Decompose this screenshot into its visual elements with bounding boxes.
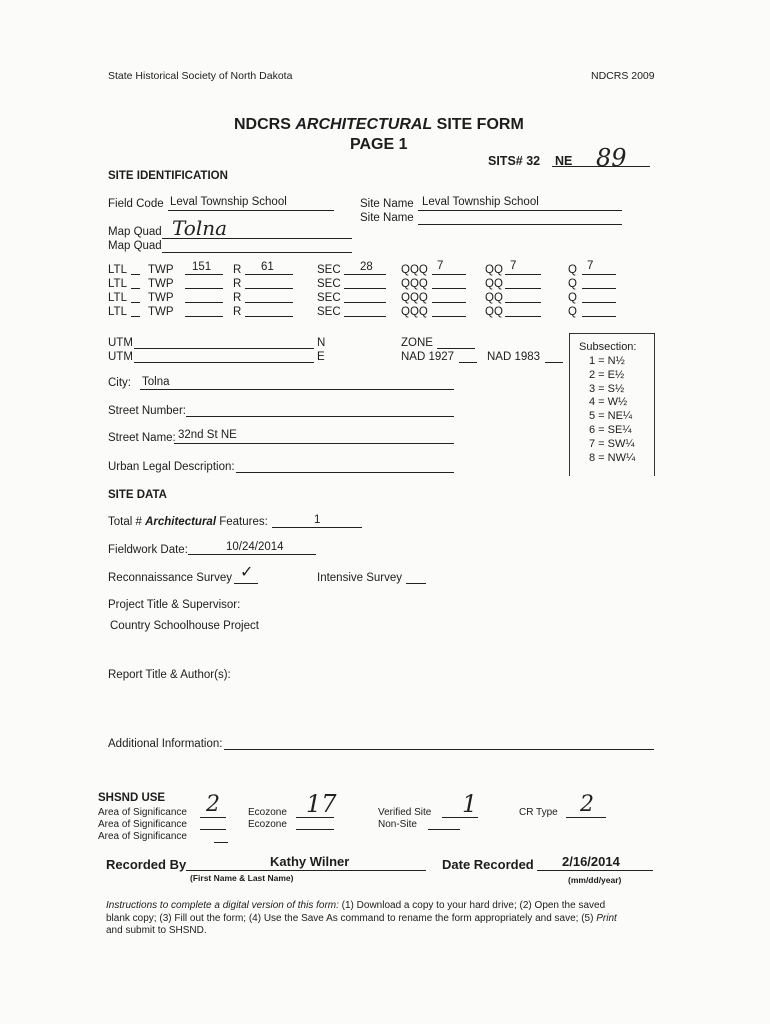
qq-line [505, 302, 541, 303]
sits-county: NE [555, 154, 573, 168]
qq-line [505, 316, 541, 317]
q-label: Q [568, 264, 577, 276]
subsection-list [589, 355, 635, 465]
city-line [140, 389, 454, 390]
ltl-line [131, 302, 140, 303]
qqq-label: QQQ [401, 278, 428, 290]
r-line [245, 316, 293, 317]
features-value: 1 [314, 514, 321, 526]
sec-label: SEC [317, 264, 341, 276]
additional-info-label: Additional Information: [108, 738, 223, 750]
street-name-line [174, 443, 454, 444]
ecozone-2-label: Ecozone [248, 819, 287, 830]
street-name-label: Street Name: [108, 432, 176, 444]
nad1927-label: NAD 1927 [401, 351, 455, 363]
nad1983-label: NAD 1983 [487, 351, 541, 363]
twp-line [185, 316, 223, 317]
q-line [582, 274, 616, 275]
subsection-item: 1 = N½ [589, 355, 625, 367]
ltl-line [131, 274, 140, 275]
sec-line [344, 316, 386, 317]
ltl-label: LTL [108, 306, 127, 318]
ecozone-1-label: Ecozone [248, 807, 287, 818]
sec-label: SEC [317, 306, 341, 318]
q-label: Q [568, 292, 577, 304]
shsnd-use-heading: SHSND USE [98, 792, 166, 804]
subsection-item: 6 = SE¼ [589, 423, 632, 436]
q-label: Q [568, 278, 577, 290]
field-code-value: Leval Township School [170, 196, 287, 208]
fieldwork-date-value: 10/24/2014 [226, 541, 284, 553]
site-name-label: Site Name [360, 198, 414, 210]
subsection-item: 5 = NE¼ [589, 410, 633, 423]
sits-number: 89 [596, 144, 627, 172]
header-form-version: NDCRS 2009 [591, 70, 655, 82]
ecozone-value: 17 [306, 790, 337, 818]
r-label: R [233, 278, 242, 290]
recorded-by-label: Recorded By [106, 857, 187, 872]
cr-type-label: CR Type [519, 807, 558, 818]
street-number-label: Street Number: [108, 405, 186, 417]
verified-site-label: Verified Site [378, 807, 432, 818]
qq-label: QQ [485, 292, 503, 304]
r-label: R [233, 264, 242, 276]
project-title-value: Country Schoolhouse Project [110, 620, 259, 632]
features-line [272, 527, 362, 528]
intensive-label: Intensive Survey [317, 572, 403, 584]
intensive-line [406, 583, 426, 584]
sits-label: SITS# 32 [488, 154, 541, 168]
ltl-line [131, 288, 140, 289]
subsection-item: 4 = W½ [589, 396, 628, 409]
nad1927-line [459, 362, 477, 363]
site-identification-heading: SITE IDENTIFICATION [108, 170, 228, 182]
q-line [582, 302, 616, 303]
additional-info-line [224, 749, 654, 750]
twp-value: 151 [192, 261, 212, 273]
recorded-by-value: Kathy Wilner [270, 854, 350, 869]
fieldwork-date-line [188, 554, 316, 555]
sec-value: 28 [360, 261, 373, 273]
features-label: Total # Architectural Features: [108, 516, 268, 528]
q-label: Q [568, 306, 577, 318]
q-line [582, 316, 616, 317]
site-data-heading: SITE DATA [108, 489, 167, 501]
subsection-title: Subsection: [579, 341, 637, 353]
subsection-box [569, 333, 655, 476]
qq-line [505, 288, 541, 289]
reconnaissance-label: Reconnaissance Survey [108, 572, 233, 584]
non-site-label: Non-Site [378, 819, 417, 830]
aos-1-label: Area of Significance [98, 807, 187, 818]
twp-label: TWP [148, 264, 174, 276]
r-label: R [233, 292, 242, 304]
sec-label: SEC [317, 278, 341, 290]
site-name-line [418, 210, 622, 211]
nad1983-line [545, 362, 563, 363]
qqq-value: 7 [437, 260, 444, 272]
utm-label: UTM [108, 337, 133, 349]
qqq-label: QQQ [401, 292, 428, 304]
city-label: City: [108, 377, 131, 389]
r-line [245, 274, 293, 275]
street-number-line [186, 416, 454, 417]
twp-label: TWP [148, 278, 174, 290]
field-code-line [168, 210, 334, 211]
twp-line [185, 274, 223, 275]
non-site-line [428, 829, 460, 830]
ecozone-2-line [296, 829, 334, 830]
subsection-item: 8 = NW¼ [589, 451, 636, 464]
q-value: 7 [587, 260, 594, 272]
urban-legal-line [236, 472, 454, 473]
aos-2-label: Area of Significance [98, 819, 187, 830]
page-number: PAGE 1 [350, 136, 408, 153]
reconnaissance-line [234, 583, 258, 584]
aos-2-line [200, 829, 226, 830]
qq-value: 7 [510, 260, 517, 272]
qqq-line [432, 288, 466, 289]
sec-line [344, 288, 386, 289]
utm-2-label: UTM [108, 351, 133, 363]
field-code-label: Field Code [108, 198, 164, 210]
verified-site-value: 1 [462, 790, 478, 818]
qqq-line [432, 302, 466, 303]
ltl-line [131, 316, 140, 317]
cr-type-value: 2 [580, 792, 594, 817]
r-label: R [233, 306, 242, 318]
reconnaissance-check: ✓ [240, 564, 254, 581]
header-organization: State Historical Society of North Dakota [108, 70, 293, 82]
utm-e-label: E [317, 351, 325, 363]
subsection-item: 2 = E½ [589, 368, 625, 381]
qq-line [505, 274, 541, 275]
city-value: Tolna [142, 376, 170, 388]
date-recorded-label: Date Recorded [442, 857, 534, 872]
map-quad-2-line [162, 252, 352, 253]
r-line [245, 302, 293, 303]
site-name-2-label: Site Name [360, 212, 414, 224]
site-name-value: Leval Township School [422, 196, 539, 208]
subsection-item: 7 = SW¼ [589, 437, 635, 450]
sec-line [344, 302, 386, 303]
urban-legal-label: Urban Legal Description: [108, 461, 235, 473]
map-quad-value: Tolna [172, 216, 228, 240]
r-line [245, 288, 293, 289]
sec-line [344, 274, 386, 275]
utm-n-label: N [317, 337, 326, 349]
fieldwork-date-label: Fieldwork Date: [108, 544, 188, 556]
ltl-label: LTL [108, 278, 127, 290]
date-recorded-line [537, 870, 653, 871]
twp-line [185, 288, 223, 289]
q-line [582, 288, 616, 289]
site-name-2-line [418, 224, 622, 225]
cr-type-line [566, 817, 606, 818]
form-title: NDCRS ARCHITECTURAL SITE FORM [234, 116, 524, 133]
qqq-line [432, 274, 466, 275]
twp-label: TWP [148, 306, 174, 318]
ltl-label: LTL [108, 264, 127, 276]
qqq-label: QQQ [401, 306, 428, 318]
map-quad-label: Map Quad [108, 226, 162, 238]
aos-3-line [214, 842, 228, 843]
report-title-label: Report Title & Author(s): [108, 669, 231, 681]
recorded-by-hint: (First Name & Last Name) [190, 873, 294, 883]
aos-3-label: Area of Significance [98, 831, 187, 842]
qqq-label: QQQ [401, 264, 428, 276]
project-title-label: Project Title & Supervisor: [108, 599, 241, 611]
recorded-by-line [186, 870, 426, 871]
qqq-line [432, 316, 466, 317]
twp-label: TWP [148, 292, 174, 304]
utm-n-line [134, 348, 314, 349]
map-quad-2-label: Map Quad [108, 240, 162, 252]
date-recorded-hint: (mm/dd/year) [568, 875, 622, 885]
r-value: 61 [261, 261, 274, 273]
sec-label: SEC [317, 292, 341, 304]
street-name-value: 32nd St NE [178, 429, 237, 441]
zone-line [437, 348, 475, 349]
qq-label: QQ [485, 264, 503, 276]
qq-label: QQ [485, 278, 503, 290]
twp-line [185, 302, 223, 303]
subsection-item: 3 = S½ [589, 382, 625, 395]
date-recorded-value: 2/16/2014 [562, 854, 620, 869]
zone-label: ZONE [401, 337, 433, 349]
aos-1-line [200, 817, 226, 818]
instructions: Instructions to complete a digital version of this form: (1) Download a copy to your hard drive; (2) Open the saved blank copy; (3) Fill out the form; (4) Use the Save As command to rename the form appropriately and save; (5) Print and submit to SHSND. [106, 900, 617, 936]
qq-label: QQ [485, 306, 503, 318]
utm-e-line [134, 362, 314, 363]
aos-value: 2 [206, 792, 220, 817]
ltl-label: LTL [108, 292, 127, 304]
